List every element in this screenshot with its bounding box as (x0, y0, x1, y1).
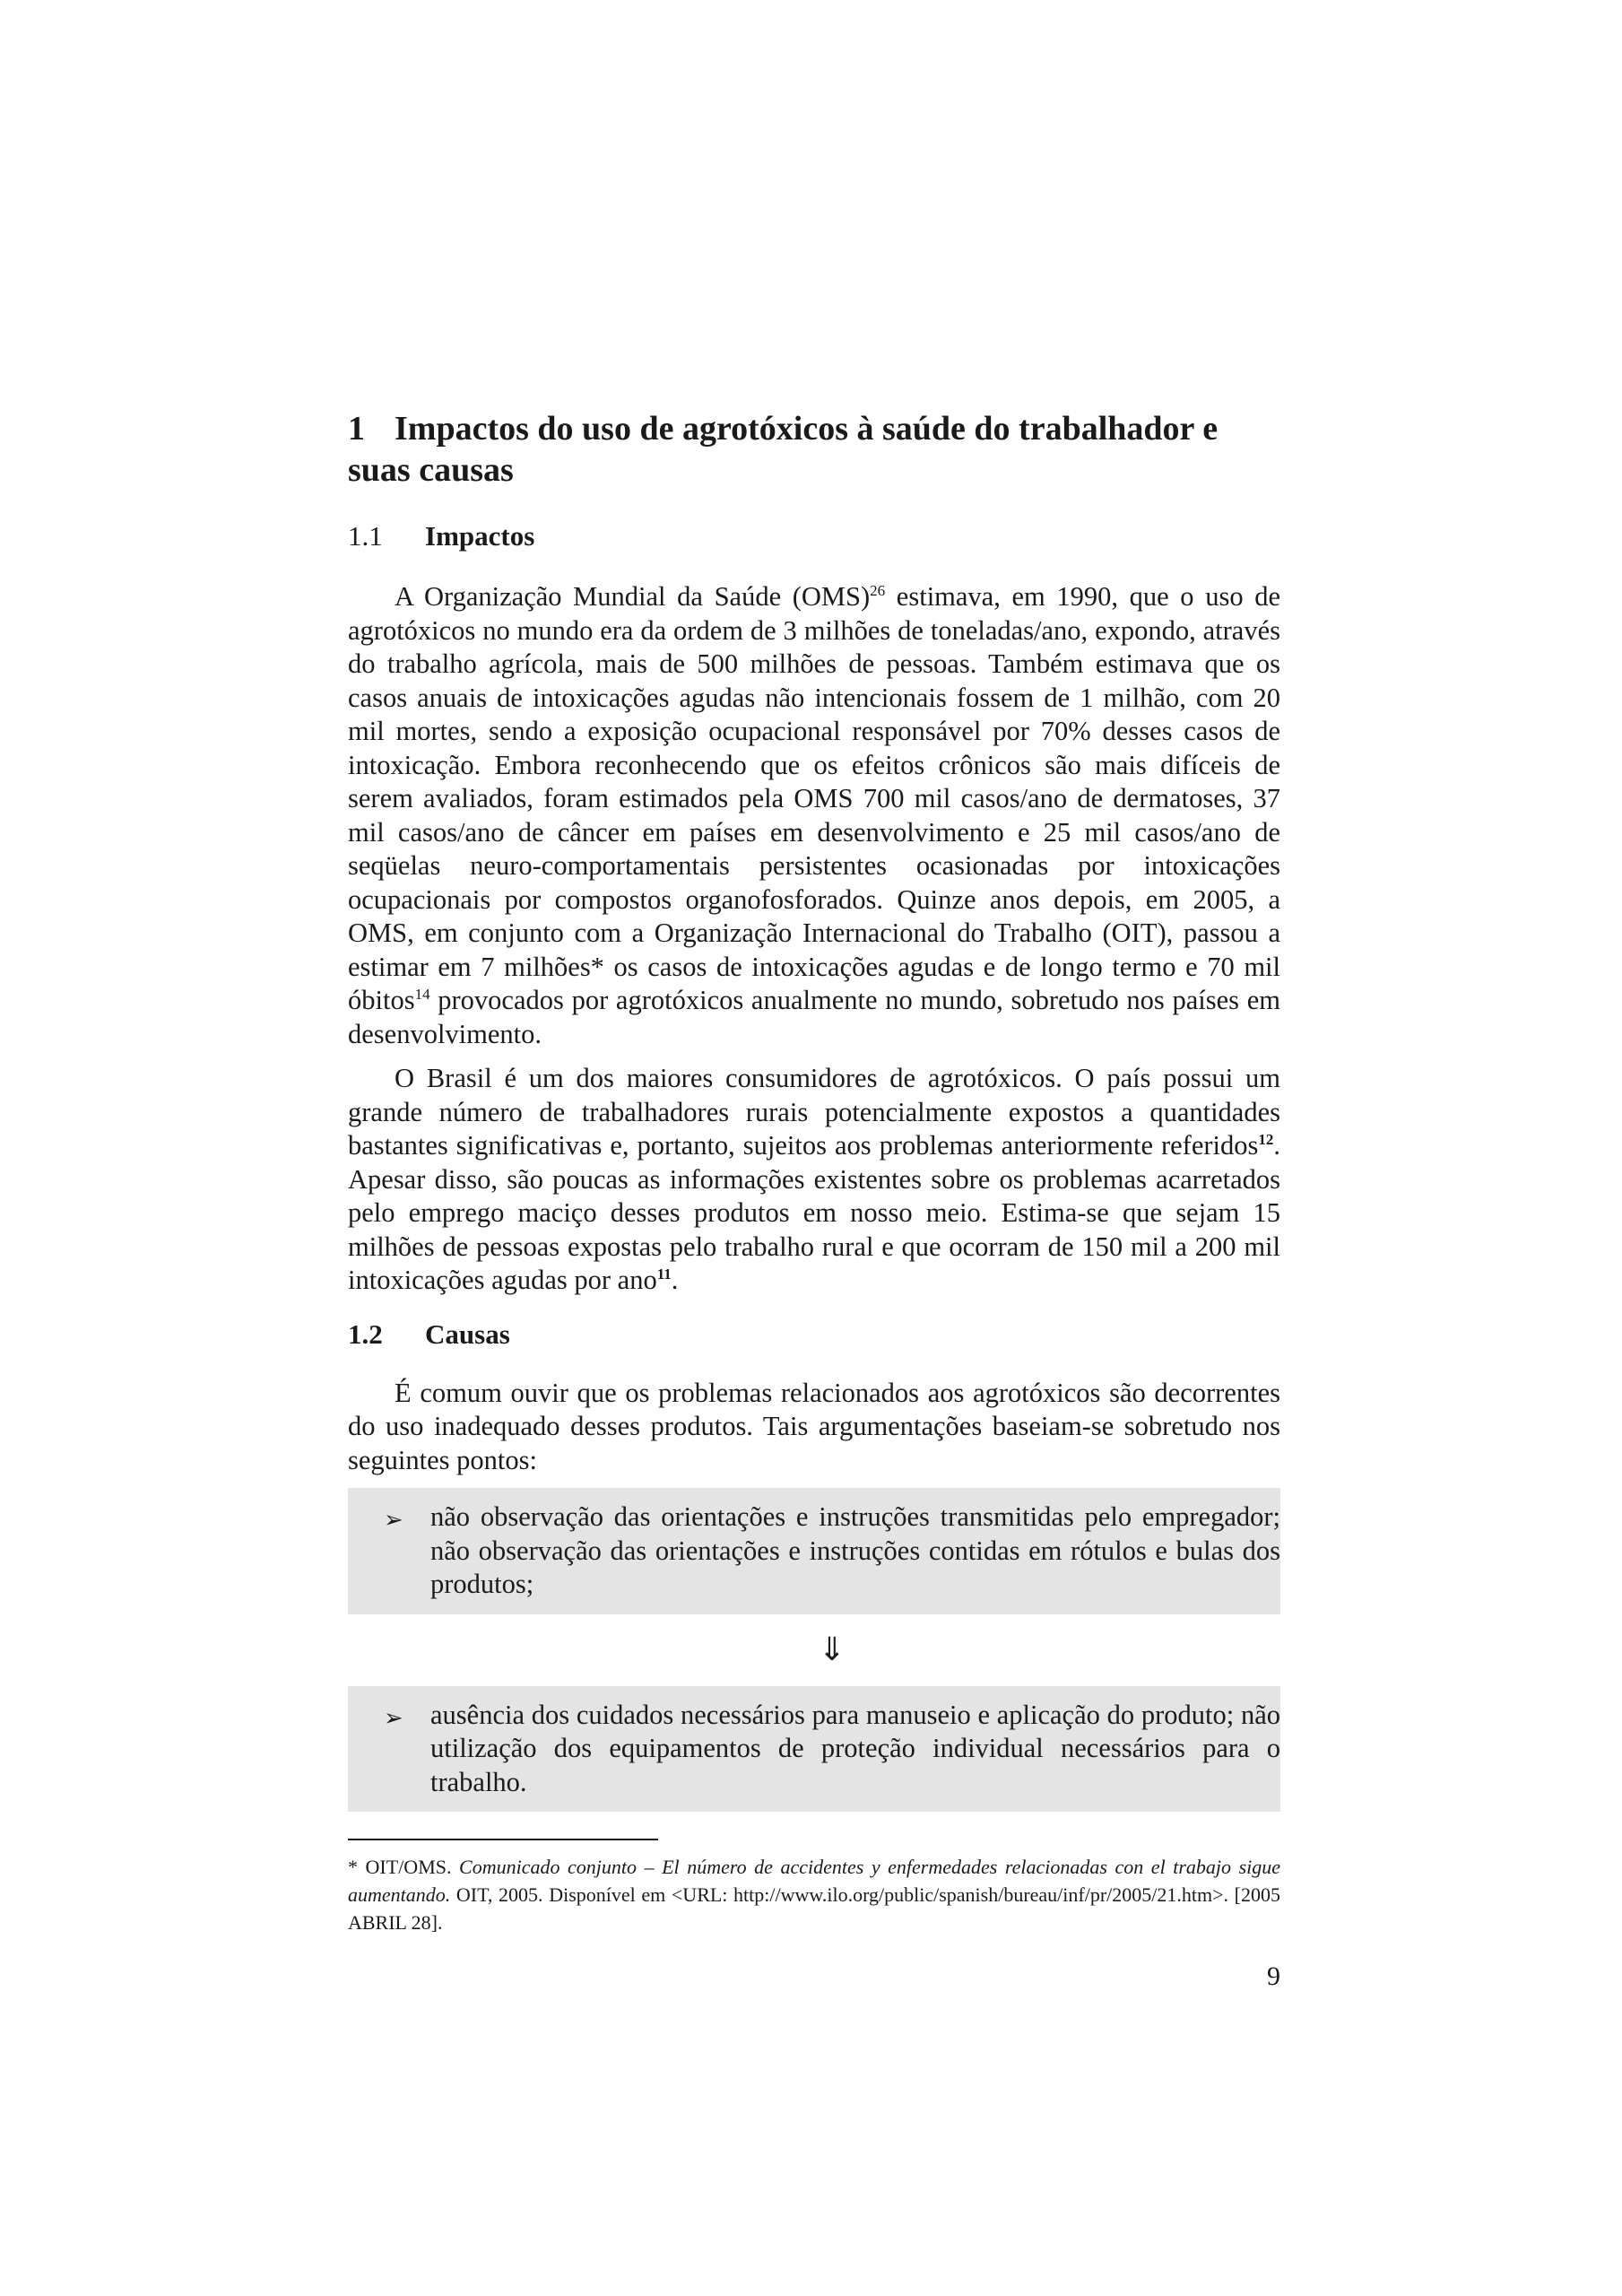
paragraph-text: A Organização Mundial da Saúde (OMS) (395, 581, 871, 612)
page-footer (348, 1936, 1280, 2008)
section-number: 1 (348, 410, 365, 448)
subsection-number: 1.1 (348, 520, 383, 552)
arrowhead-bullet-icon: ➢ (384, 1507, 403, 1534)
footnote-title: Comunicado conjunto – El número de accidentes y enfermedades relacionadas con el trabajo sigue aumentando. (348, 1856, 1281, 1906)
subsection-heading-causas (348, 1318, 1280, 1352)
subsection-title: Impactos (425, 520, 535, 552)
bullet-item (384, 1699, 1280, 1800)
document-page (348, 408, 1280, 2008)
footnote-text: OIT, 2005. Disponível em <URL: http://www.ilo.org/public/spanish/bureau/inf/pr/2005/21.htm>. [2005 ABRIL 28]. (348, 1883, 1280, 1934)
highlight-box-employer (348, 1488, 1280, 1614)
paragraph-text: . Apesar disso, são poucas as informações existentes sobre os problemas acarretados pelo emprego maciço desses produtos em nosso meio. Estima-se que sejam 15 milhões de pessoas expostas pelo trabalho rural e que ocorram de 150 mil a 200 mil intoxicações agudas por ano (348, 1130, 1280, 1295)
footnote (348, 1853, 1280, 1936)
paragraph-oms-estimates (348, 580, 1280, 1051)
bullet-text: ausência dos cuidados necessários para manuseio e aplicação do produto; não utilização dos equipamentos de proteção individual necessários para o trabalho. (430, 1699, 1280, 1797)
footnote-marker: * (348, 1856, 358, 1878)
arrowhead-bullet-icon: ➢ (384, 1704, 403, 1732)
paragraph-causas-intro: É comum ouvir que os problemas relacionados aos agrotóxicos são decorrentes do uso inadequado desses produtos. Tais argumentações baseiam-se sobretudo nos seguintes pontos: (348, 1377, 1280, 1475)
section-title: Impactos do uso de agrotóxicos à saúde do trabalhador e suas causas (348, 410, 1219, 489)
page-number: 9 (1267, 1961, 1280, 1991)
reference-superscript: 14 (414, 985, 430, 1003)
paragraph-text: provocados por agrotóxicos anualmente no mundo, sobretudo nos países em desenvolvimento. (348, 985, 1280, 1049)
subsection-title: Causas (425, 1318, 510, 1350)
footnote-text: OIT/OMS. (358, 1856, 460, 1878)
paragraph-text: . (671, 1265, 679, 1295)
bullet-text: não observação das orientações e instruções transmitidas pelo empregador; não observação das orientações e instruções contidas em rótulos e bulas dos produtos; (430, 1501, 1280, 1599)
paragraph-text: O Brasil é um dos maiores consumidores de agrotóxicos. O país possui um grande número de trabalhadores rurais potencialmente expostos a quantidades bastantes significativas e, portanto, sujeitos aos problemas anteriormente referidos (348, 1063, 1280, 1161)
bullet-item (384, 1500, 1280, 1602)
subsection-number: 1.2 (348, 1318, 383, 1350)
down-double-arrow-icon: ⇓ (818, 1631, 846, 1668)
reference-superscript: 12 (1258, 1130, 1274, 1148)
highlight-box-worker (348, 1686, 1280, 1813)
reference-superscript: 11 (656, 1265, 672, 1283)
paragraph-brasil (348, 1062, 1280, 1298)
subsection-heading-impactos (348, 519, 1280, 553)
footnote-divider (348, 1839, 658, 1840)
reference-superscript: 26 (870, 581, 886, 599)
section-heading-1 (348, 408, 1280, 491)
paragraph-text: estimava, em 1990, que o uso de agrotóxicos no mundo era da ordem de 3 milhões de toneladas/ano, expondo, através do trabalho agrícola, mais de 500 milhões de pessoas. Também estimava que os casos anuais de intoxicações agudas não intencionais fossem de 1 milhão, com 20 mil mortes, sendo a exposição ocupacional responsável por 70% desses casos de intoxicação. Embora reconhecendo que os efeitos crônicos são mais difíceis de serem avaliados, foram estimados pela OMS 700 mil casos/ano de dermatoses, 37 mil casos/ano de câncer em países em desenvolvimento e 25 mil casos/ano de seqüelas neuro-comportamentais persistentes ocasionadas por intoxicações ocupacionais por compostos organofosforados. Quinze anos depois, em 2005, a OMS, em conjunto com a Organização Internacional do Trabalho (OIT), passou a estimar em 7 milhões* os casos de intoxicações agudas e de longo termo e 70 mil óbitos (348, 581, 1280, 1015)
